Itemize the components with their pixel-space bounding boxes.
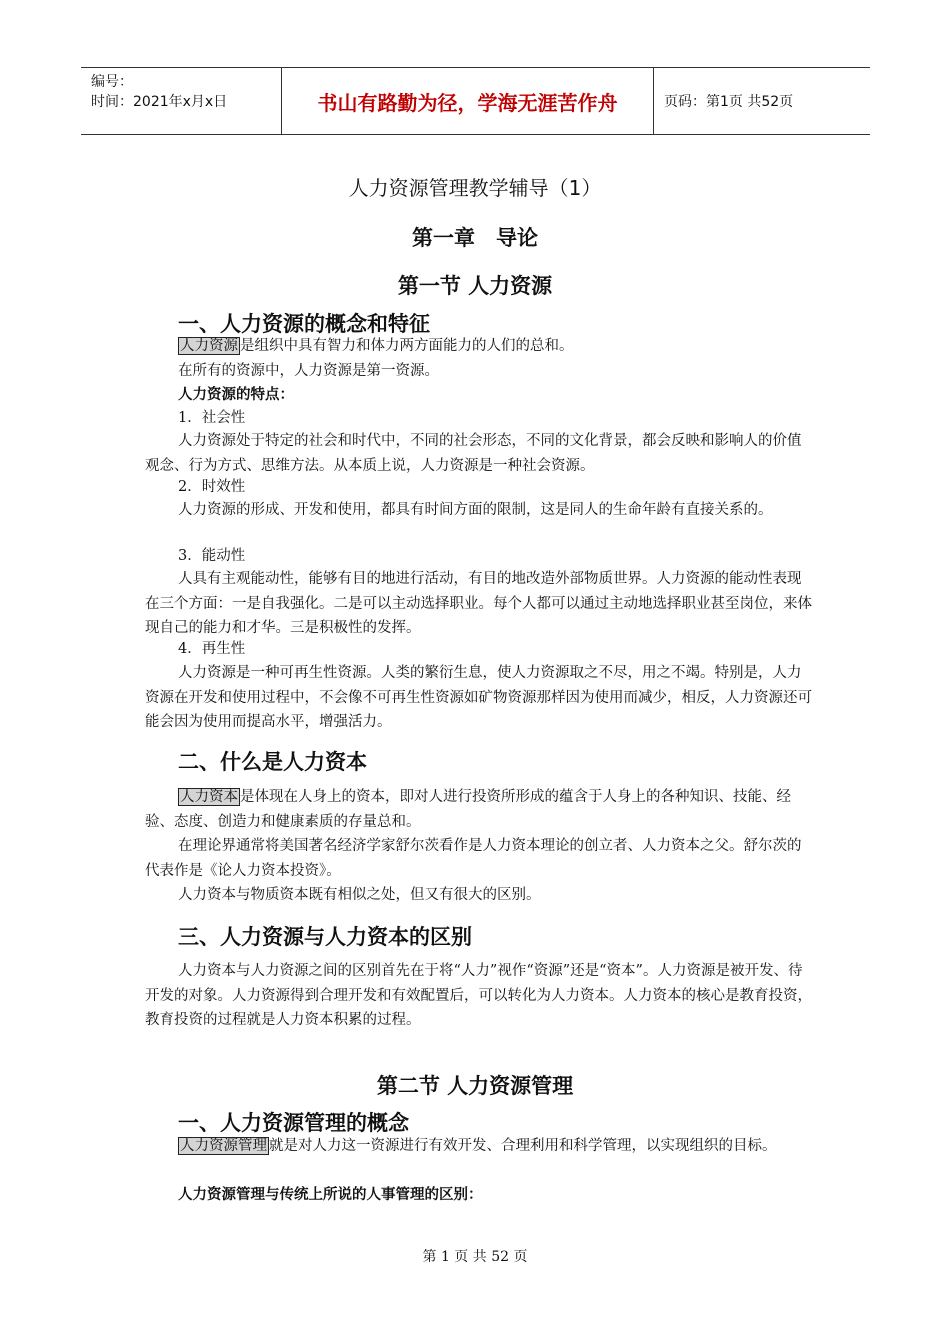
- section1-heading-2: 二、什么是人力资本: [178, 750, 367, 774]
- feature-3-title: 3．能动性: [178, 548, 246, 564]
- header-motto: 书山有路勤为径，学海无涯苦作舟: [281, 68, 654, 134]
- hrm-definition-text: 就是对人力这一资源进行有效开发、合理利用和科学管理，以实现组织的目标。: [269, 1138, 777, 1154]
- section1-title: 第一节 人力资源: [397, 274, 553, 298]
- header-meta: [81, 68, 281, 134]
- feature-2-text: 人力资源的形成、开发和使用，都具有时间方面的限制，这是同人的生命年龄有直接关系的。: [178, 502, 773, 518]
- hr-term-highlight: 人力资源: [180, 338, 238, 354]
- section2-title: 第二节 人力资源管理: [376, 1074, 574, 1098]
- document-title: 人力资源管理教学辅导（1）: [348, 176, 602, 200]
- hrm-definition: [145, 1134, 815, 1159]
- feature-4-text: 人力资源是一种可再生性资源。人类的繁衍生息，使人力资源取之不尽，用之不竭。特别是，人力资源在开发和使用过程中，不会像不可再生性资源如矿物资源那样因为使用而减少，相反，人力资源还可能会因为使用而提高水平，增强活力。: [145, 665, 812, 730]
- schultz-paragraph: 在理论界通常将美国著名经济学家舒尔茨看作是人力资本理论的创立者、人力资本之父。舒尔茨的代表作是《论人力资本投资》。: [145, 838, 802, 879]
- first-resource-line: 在所有的资源中，人力资源是第一资源。: [178, 363, 439, 379]
- feature-1-title: 1．社会性: [178, 410, 246, 426]
- number-label: 编号：: [91, 74, 133, 90]
- capital-comparison-line: 人力资本与物质资本既有相似之处，但又有很大的区别。: [178, 887, 541, 903]
- feature-4-title: 4．再生性: [178, 641, 246, 657]
- human-capital-definition-text: 是体现在人身上的资本，即对人进行投资所形成的蕴含于人身上的各种知识、技能、经验、态度、创造力和健康素质的存量总和。: [145, 789, 791, 830]
- section1-heading-1: 一、人力资源的概念和特征: [178, 312, 430, 336]
- feature-2-title: 2．时效性: [178, 479, 246, 495]
- hr-definition: [178, 335, 574, 357]
- features-heading: 人力资源的特点：: [178, 386, 294, 403]
- header-page-info: 页码：第1页 共52页: [664, 94, 794, 110]
- section2-heading-1: 一、人力资源管理的概念: [178, 1111, 409, 1135]
- difference-paragraph: 人力资本与人力资源之间的区别首先在于将“人力”视作“资源”还是“资本”。人力资源是被开发、待开发的对象。人力资源得到合理开发和有效配置后，可以转化为人力资本。人力资本的核心是教育投资，教育投资的过程就是人力资本积累的过程。: [145, 963, 812, 1028]
- hr-definition-text: 是组织中具有智力和体力两方面能力的人们的总和。: [240, 338, 574, 354]
- hrm-term-highlight: 人力资源管理: [180, 1138, 267, 1154]
- page-footer: 第 1 页 共 52 页: [422, 1249, 528, 1265]
- feature-3-text: 人具有主观能动性，能够有目的地进行活动，有目的地改造外部物质世界。人力资源的能动性表现在三个方面：一是自我强化。二是可以主动选择职业。每个人都可以通过主动地选择职业甚至岗位，来体现自己的能力和才华。三是积极性的发挥。: [145, 571, 812, 636]
- hrm-comparison-heading: 人力资源管理与传统上所说的人事管理的区别：: [178, 1186, 483, 1203]
- section1-heading-3: 三、人力资源与人力资本的区别: [178, 925, 472, 949]
- document-header: [81, 67, 870, 135]
- human-capital-term-highlight: 人力资本: [180, 789, 238, 805]
- chapter-title: 第一章 导论: [412, 226, 538, 250]
- time-label: 时间：2021年x月x日: [91, 94, 228, 110]
- feature-1-text: 人力资源处于特定的社会和时代中，不同的社会形态，不同的文化背景，都会反映和影响人的价值观念、行为方式、思维方法。从本质上说，人力资源是一种社会资源。: [145, 433, 802, 474]
- human-capital-definition: [145, 785, 815, 834]
